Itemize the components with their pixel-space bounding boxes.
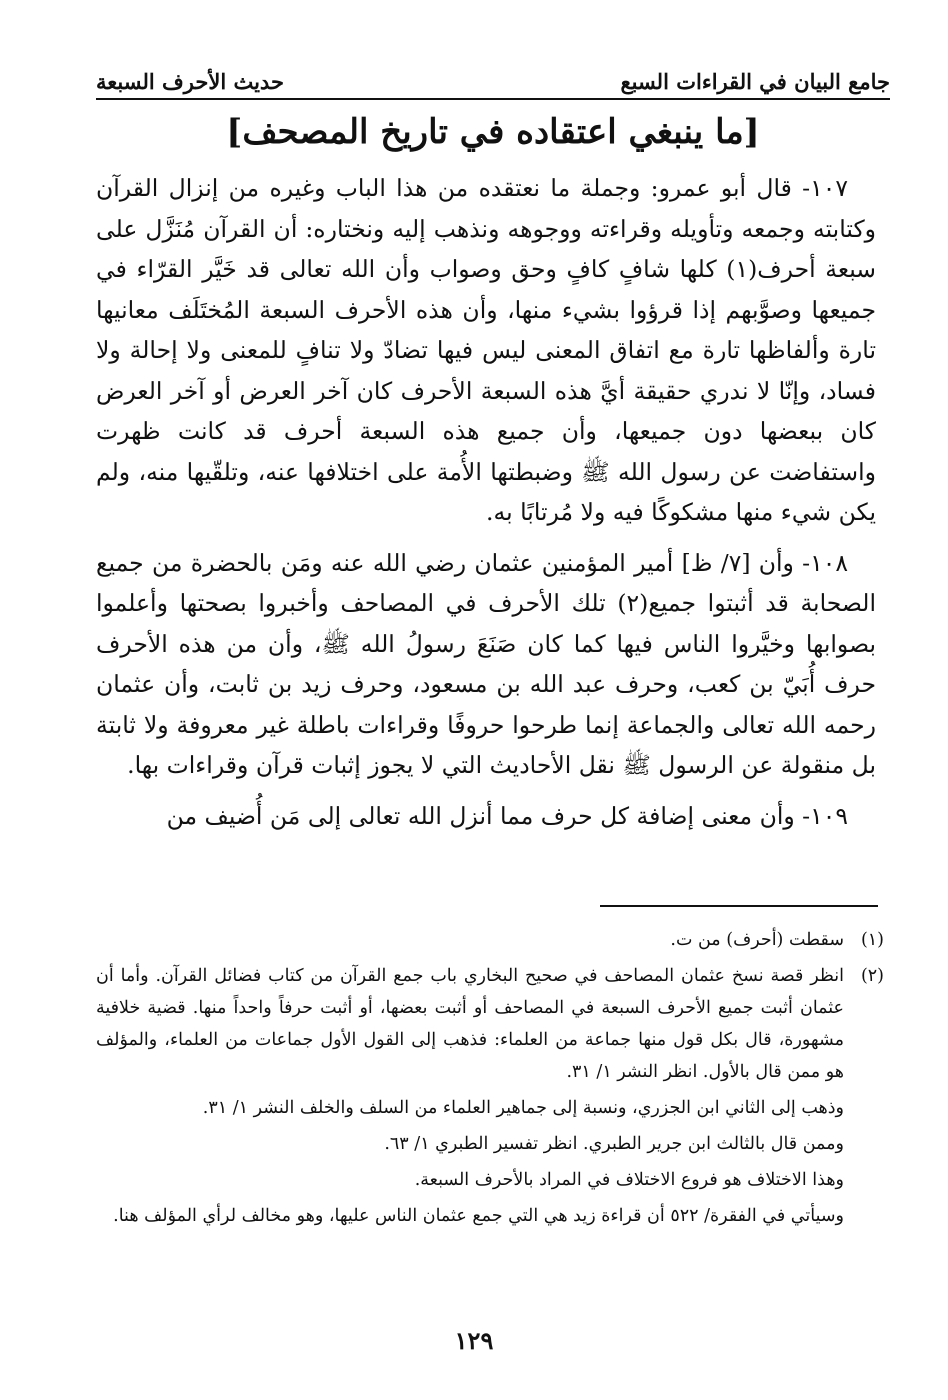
footnote-2	[96, 960, 884, 1088]
header-chapter-title: حديث الأحرف السبعة	[96, 69, 284, 94]
footnote-2-continuation: وذهب إلى الثاني ابن الجزري، ونسبة إلى جماهير العلماء من السلف والخلف النشر ١/ ٣١.	[202, 1098, 844, 1118]
footnote-number: (٢)	[860, 966, 884, 986]
footnotes	[96, 924, 884, 1236]
running-header	[96, 54, 890, 100]
section-title: [ما ينبغي اعتقاده في تاريخ المصحف]	[226, 112, 760, 152]
footnote-text: انظر قصة نسخ عثمان المصاحف في صحيح البخاري باب جمع القرآن من كتاب فضائل القرآن. وأما أن عثمان أثبت جميع الأحرف السبعة في المصاحف أو أثبت بعضها، أو أثبت حرفاً واحداً منها. قضية خلافية مشهورة، قال بكل قول منها جماعة من العلماء: فذهب إلى القول الأول جماعات من العلماء، والمؤلف هو ممن قال بالأول. انظر النشر ١/ ٣١.	[96, 966, 844, 1082]
footnote-2-continuation: وهذا الاختلاف هو فروع الاختلاف في المراد بالأحرف السبعة.	[414, 1170, 844, 1190]
page-number: ١٢٩	[454, 1326, 494, 1355]
footnote-2-continuation: وممن قال بالثالث ابن جرير الطبري. انظر تفسير الطبري ١/ ٦٣.	[384, 1134, 844, 1154]
footnote-1	[96, 924, 884, 956]
main-text	[96, 168, 876, 846]
paragraph-109: ١٠٩- وأن معنى إضافة كل حرف مما أنزل الله تعالى إلى مَن أُضيف من	[166, 801, 848, 830]
header-book-title: جامع البيان في القراءات السبع	[620, 69, 890, 94]
footnote-number: (١)	[860, 930, 884, 950]
paragraph-107: ١٠٧- قال أبو عمرو: وجملة ما نعتقده من هذا الباب وغيره من إنزال القرآن وكتابته وجمعه وتأويله وقراءته ووجوهه ونذهب إليه ونختاره: أن القرآن مُنَزَّل على سبعة أحرف(١) كلها شافٍ كافٍ وحق وصواب وأن الله تعالى قد خَيَّر القرّاء في جميعها وصوَّبهم إذا قرؤوا بشيء منها، وأن هذه الأحرف السبعة المُختَلَف معانيها تارة وألفاظها تارة مع اتفاق المعنى ليس فيها تضادّ ولا تنافٍ للمعنى ولا إحالة ولا فساد، وإنّا لا ندري حقيقة أيَّ هذه السبعة الأحرف كان آخر العرض أو آخر العرض كان ببعضها دون جميعها، وأن جميع هذه السبعة أحرف قد كانت ظهرت واستفاضت عن رسول الله ﷺ وضبطتها الأُمة على اختلافها عنه، وتلقّيها منه، ولم يكن شيء منها مشكوكًا فيه ولا مُرتابًا به.	[96, 174, 876, 526]
footnote-2-continuation: وسيأتي في الفقرة/ ٥٢٢ أن قراءة زيد هي التي جمع عثمان الناس عليها، وهو مخالف لرأي المؤلف هنا.	[113, 1206, 844, 1226]
paragraph-108: ١٠٨- وأن [٧/ ظ] أمير المؤمنين عثمان رضي الله عنه ومَن بالحضرة من جميع الصحابة قد أثبتوا جميع(٢) تلك الأحرف في المصاحف وأخبروا بصحتها وأعلموا بصوابها وخيَّروا الناس فيها كما كان صَنَعَ رسولُ الله ﷺ، وأن من هذه الأحرف حرف أُبَيّ بن كعب، وحرف عبد الله بن مسعود، وحرف زيد بن ثابت، وأن عثمان رحمه الله تعالى والجماعة إنما طرحوا حروفًا وقراءات باطلة غير معروفة ولا ثابتة بل منقولة عن الرسول ﷺ نقل الأحاديث التي لا يجوز إثبات قرآن وقراءات بها.	[96, 548, 876, 779]
footnote-text: سقطت (أحرف) من ت.	[670, 930, 844, 950]
footnote-divider	[600, 905, 878, 907]
